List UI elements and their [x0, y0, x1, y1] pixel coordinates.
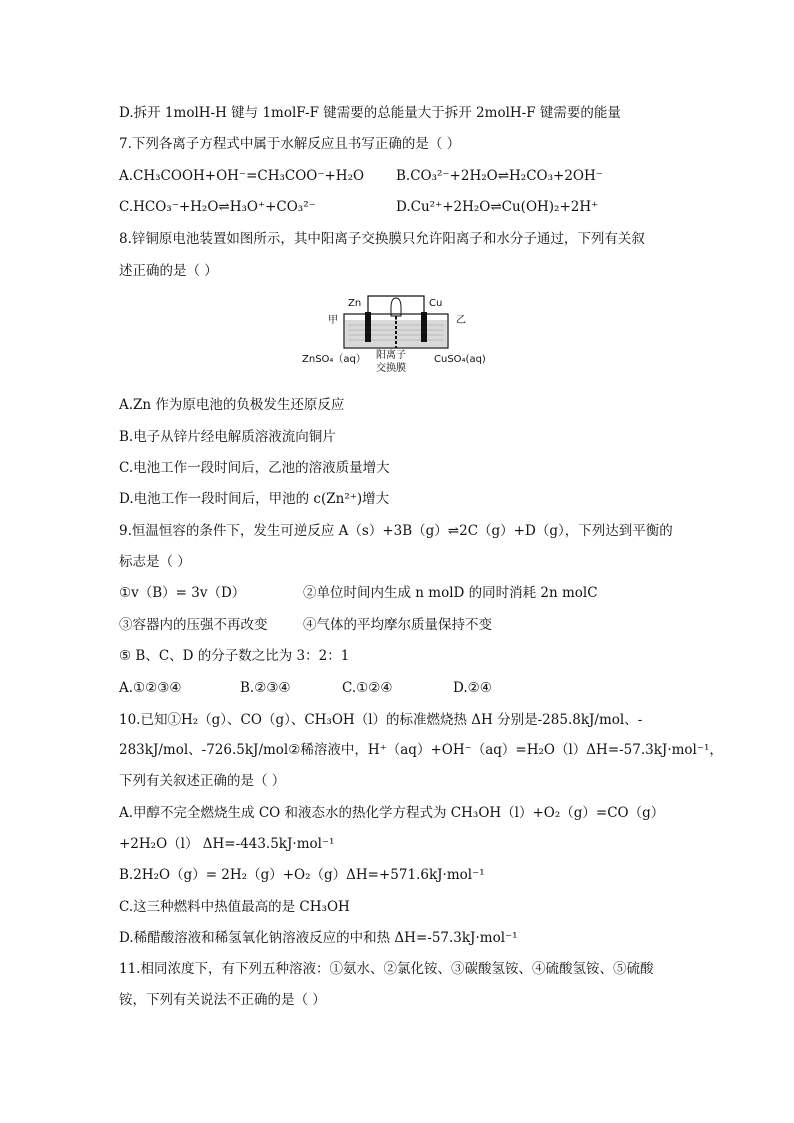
- q10-option-d: D.稀醋酸溶液和稀氢氧化钠溶液反应的中和热 ΔH=-57.3kJ·mol⁻¹: [119, 930, 518, 946]
- question-9-line1: 9.恒温恒容的条件下，发生可逆反应 A（s）+3B（g）⇌2C（g）+D（g），下列达到平衡的: [119, 523, 673, 539]
- q7-option-a: A.CH₃COOH+OH⁻=CH₃COO⁻+H₂O: [119, 168, 365, 184]
- question-8-line2: 述正确的是（ ）: [119, 263, 218, 279]
- cu-electrode: [421, 312, 427, 342]
- q9-statement-5: ⑤ B、C、D 的分子数之比为 3：2：1: [119, 648, 350, 664]
- yi-label: 乙: [456, 315, 466, 326]
- q7-option-b: B.CO₃²⁻+2H₂O⇌H₂CO₃+2OH⁻: [396, 168, 603, 184]
- q8-option-c: C.电池工作一段时间后，乙池的溶液质量增大: [119, 460, 390, 476]
- q8-option-d: D.电池工作一段时间后，甲池的 c(Zn²⁺)增大: [119, 491, 390, 507]
- q9-option-c: C.①②④: [342, 680, 393, 696]
- q10-option-b: B.2H₂O（g）= 2H₂（g）+O₂（g）ΔH=+571.6kJ·mol⁻¹: [119, 867, 485, 883]
- q9-statement-1: ①v（B）= 3v（D）: [119, 585, 246, 601]
- question-10-line1: 10.已知①H₂（g）、CO（g）、CH₃OH（l）的标准燃烧热 ΔH 分别是-285.8kJ/mol、-: [119, 712, 643, 728]
- question-8-line1: 8.锌铜原电池装置如图所示，其中阳离子交换膜只允许阳离子和水分子通过，下列有关叙: [119, 231, 645, 247]
- q9-option-d: D.②④: [453, 680, 492, 696]
- question-9-line2: 标志是（ ）: [119, 554, 191, 570]
- question-10-line3: 下列有关叙述正确的是（ ）: [119, 773, 286, 789]
- q10-option-c: C.这三种燃料中热值最高的是 CH₃OH: [119, 899, 350, 915]
- jia-label: 甲: [328, 315, 338, 326]
- membrane-label-2: 交换膜: [376, 363, 406, 374]
- cu-label: Cu: [429, 298, 443, 309]
- membrane-label-1: 阳离子: [376, 350, 406, 361]
- question-7: 7.下列各离子方程式中属于水解反应且书写正确的是（ ）: [119, 136, 461, 152]
- q9-statement-4: ④气体的平均摩尔质量保持不变: [303, 617, 492, 633]
- q9-option-a: A.①②③④: [119, 680, 182, 696]
- q10-option-a-line2: +2H₂O（l） ΔH=-443.5kJ·mol⁻¹: [119, 836, 335, 852]
- q9-statement-3: ③容器内的压强不再改变: [119, 617, 268, 633]
- galvanic-cell-figure: [298, 292, 494, 374]
- right-solution-label: CuSO₄(aq): [434, 354, 486, 365]
- question-10-line2: 283kJ/mol、-726.5kJ/mol②稀溶液中，H⁺（aq）+OH⁻（aq）=H₂O（l）ΔH=-57.3kJ·mol⁻¹，: [119, 742, 723, 758]
- q7-option-c: C.HCO₃⁻+H₂O⇌H₃O⁺+CO₃²⁻: [119, 199, 316, 215]
- q8-option-b: B.电子从锌片经电解质溶液流向铜片: [119, 429, 336, 445]
- q10-option-a-line1: A.甲醇不完全燃烧生成 CO 和液态水的热化学方程式为 CH₃OH（l）+O₂（g）=CO（g）: [119, 805, 665, 821]
- left-solution-label: ZnSO₄（aq）: [302, 354, 366, 365]
- q8-option-a: A.Zn 作为原电池的负极发生还原反应: [119, 397, 345, 413]
- question-11-line2: 铵，下列有关说法不正确的是（ ）: [119, 992, 326, 1008]
- q9-option-b: B.②③④: [240, 680, 291, 696]
- question-11-line1: 11.相同浓度下，有下列五种溶液：①氨水、②氯化铵、③碳酸氢铵、④硫酸氢铵、⑤硫酸: [119, 961, 654, 977]
- zn-label: Zn: [348, 298, 362, 309]
- q7-option-d: D.Cu²⁺+2H₂O⇌Cu(OH)₂+2H⁺: [396, 199, 599, 215]
- q9-statement-2: ②单位时间内生成 n molD 的同时消耗 2n molC: [303, 585, 598, 601]
- line-q6-option-d: D.拆开 1molH-H 键与 1molF-F 键需要的总能量大于拆开 2molH-F 键需要的能量: [119, 105, 621, 121]
- zn-electrode: [365, 312, 371, 342]
- meter-icon: [391, 298, 401, 316]
